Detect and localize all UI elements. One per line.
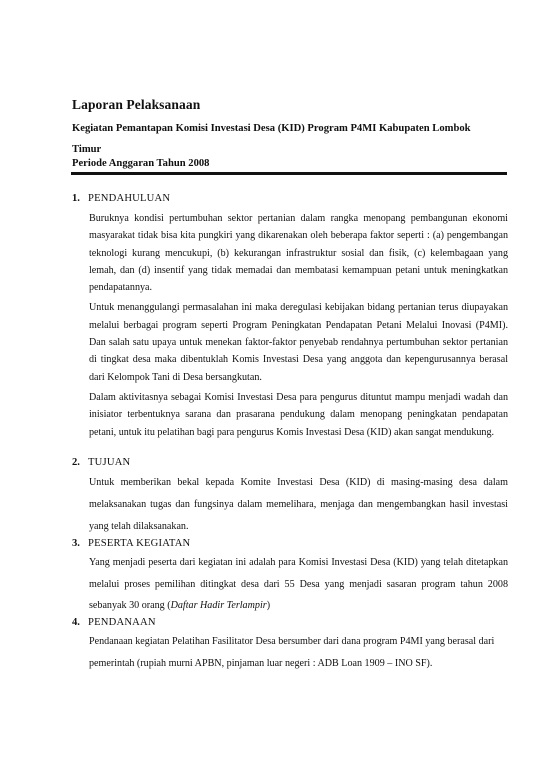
section-heading: [72, 614, 508, 630]
paragraph-text: Yang menjadi peserta dari kegiatan ini adalah para Komisi Investasi Desa (KID) yang telah ditetapkan melalui proses pemilihan ditingkat desa dari 55 Desa yang menjadi sasaran program tahun 2008 sebanyak 30 orang (: [89, 557, 508, 611]
section-paragraph: Pendanaan kegiatan Pelatihan Fasilitator Desa bersumber dari dana program P4MI yang berasal dari pemerintah (rupiah murni APBN, pinjaman luar negeri : ADB Loan 1909 – INO SF).: [89, 636, 495, 669]
paragraph-italic-note: Daftar Hadir Terlampir: [170, 600, 267, 611]
section-tujuan: [72, 454, 508, 537]
section-heading: [72, 535, 508, 551]
section-heading: [72, 454, 508, 470]
section-heading: [72, 190, 508, 206]
section-number: 4.: [72, 616, 80, 628]
report-title: Laporan Pelaksanaan: [72, 97, 201, 112]
paragraph-closing: ): [266, 600, 271, 611]
report-period: Periode Anggaran Tahun 2008: [72, 158, 210, 169]
section-paragraph: Untuk menanggulangi permasalahan ini maka deregulasi kebijakan bidang pertanian terus diupayakan melalui berbagai program seperti Program Peningkatan Pendapatan Petani Melalui Inovasi (P4MI). Dan salah satu upaya untuk menekan faktor-faktor penyebab rendahnya pertumbuhan sektor pertanian di tingkat desa maka dibentuklah Komis Investasi Desa yang anggota dan kepengurusannya berasal dari Kelompok Tani di Desa bersangkutan.: [89, 302, 508, 383]
report-subtitle-line-2: Timur: [72, 144, 102, 155]
section-paragraph: Buruknya kondisi pertumbuhan sektor pertanian dalam rangka menopang pembangunan ekonomi masyarakat tidak bisa kita pungkiri yang dikarenakan oleh beberapa faktor seperti : (a) pengembangan teknologi kurang mencukupi, (b) kekurangan infrastruktur sosial dan fisik, (c) kelembagaan yang lemah, dan (d) insentif yang tidak memadai dan membatasi kemampuan petani untuk meningkatkan pendapatannya.: [89, 213, 508, 294]
section-pendanaan: [72, 614, 508, 674]
section-number: 3.: [72, 537, 80, 549]
section-title: PENDAHULUAN: [88, 192, 171, 204]
section-title: PESERTA KEGIATAN: [88, 537, 191, 549]
section-number: 1.: [72, 192, 80, 204]
report-subtitle-line-1: Kegiatan Pemantapan Komisi Investasi Desa (KID) Program P4MI Kabupaten Lombok: [72, 123, 471, 134]
section-paragraph: Untuk memberikan bekal kepada Komite Investasi Desa (KID) di masing-masing desa dalam melaksanakan tugas dan fungsinya dalam memelihara, menjaga dan mengembangkan hasil investasi yang telah dilaksanakan.: [89, 477, 508, 532]
section-paragraph: [89, 552, 508, 617]
section-title: PENDANAAN: [88, 616, 156, 628]
header-divider: [71, 172, 507, 175]
section-paragraph: Dalam aktivitasnya sebagai Komisi Investasi Desa para pengurus dituntut mampu menjadi wadah dan inisiator terbentuknya sarana dan prasarana pendukung dalam menopang peningkatan pendapatan petani, untuk itu pelatihan bagi para pengurus Komis Investasi Desa (KID) akan sangat mendukung.: [89, 391, 508, 438]
section-title: TUJUAN: [88, 456, 131, 468]
section-number: 2.: [72, 456, 80, 468]
section-pendahuluan: [72, 190, 508, 441]
section-peserta-kegiatan: [72, 535, 508, 617]
